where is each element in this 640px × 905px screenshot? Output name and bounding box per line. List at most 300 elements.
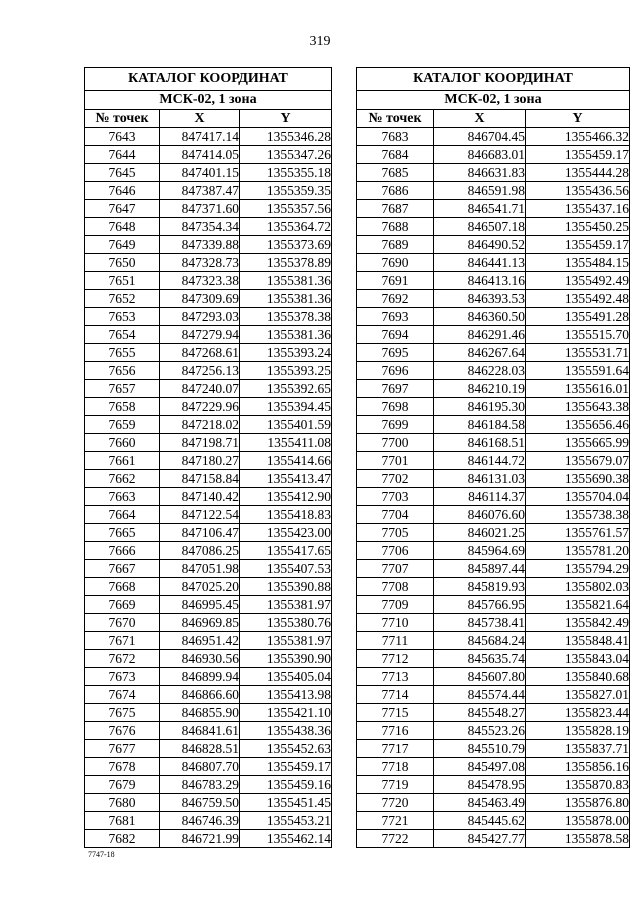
table-row <box>357 362 630 380</box>
y-coordinate-cell: 1355878.58 <box>526 830 630 848</box>
x-coordinate-cell: 847218.02 <box>160 416 240 434</box>
point-number-cell: 7685 <box>357 164 434 182</box>
table-row <box>357 380 630 398</box>
table-row <box>85 182 332 200</box>
point-number-cell: 7667 <box>85 560 160 578</box>
y-coordinate-cell: 1355870.83 <box>526 776 630 794</box>
point-number-cell: 7722 <box>357 830 434 848</box>
point-number-cell: 7692 <box>357 290 434 308</box>
y-coordinate-cell: 1355437.16 <box>526 200 630 218</box>
point-number-cell: 7693 <box>357 308 434 326</box>
point-number-cell: 7706 <box>357 542 434 560</box>
y-coordinate-cell: 1355843.04 <box>526 650 630 668</box>
y-coordinate-cell: 1355412.90 <box>240 488 332 506</box>
table-row <box>357 164 630 182</box>
y-coordinate-cell: 1355436.56 <box>526 182 630 200</box>
point-number-cell: 7682 <box>85 830 160 848</box>
x-coordinate-cell: 847414.05 <box>160 146 240 164</box>
x-coordinate-cell: 846131.03 <box>434 470 526 488</box>
table-row <box>85 668 332 686</box>
table-row <box>357 578 630 596</box>
y-coordinate-cell: 1355418.83 <box>240 506 332 524</box>
table-row <box>85 830 332 848</box>
point-number-cell: 7671 <box>85 632 160 650</box>
y-coordinate-cell: 1355411.08 <box>240 434 332 452</box>
x-coordinate-cell: 847401.15 <box>160 164 240 182</box>
point-number-cell: 7688 <box>357 218 434 236</box>
y-coordinate-cell: 1355405.04 <box>240 668 332 686</box>
y-coordinate-cell: 1355690.38 <box>526 470 630 488</box>
y-coordinate-cell: 1355823.44 <box>526 704 630 722</box>
table-row <box>357 416 630 434</box>
y-coordinate-cell: 1355393.25 <box>240 362 332 380</box>
point-number-cell: 7662 <box>85 470 160 488</box>
x-coordinate-cell: 847354.34 <box>160 218 240 236</box>
y-coordinate-cell: 1355364.72 <box>240 218 332 236</box>
table-row <box>85 326 332 344</box>
x-coordinate-cell: 847229.96 <box>160 398 240 416</box>
point-number-cell: 7677 <box>85 740 160 758</box>
x-coordinate-cell: 847240.07 <box>160 380 240 398</box>
y-coordinate-cell: 1355459.17 <box>240 758 332 776</box>
point-number-cell: 7721 <box>357 812 434 830</box>
point-number-cell: 7672 <box>85 650 160 668</box>
point-number-cell: 7684 <box>357 146 434 164</box>
y-coordinate-cell: 1355531.71 <box>526 344 630 362</box>
y-coordinate-cell: 1355381.97 <box>240 632 332 650</box>
point-number-cell: 7648 <box>85 218 160 236</box>
y-coordinate-cell: 1355417.65 <box>240 542 332 560</box>
x-coordinate-cell: 847086.25 <box>160 542 240 560</box>
x-coordinate-cell: 846184.58 <box>434 416 526 434</box>
x-coordinate-cell: 846951.42 <box>160 632 240 650</box>
table-row <box>357 524 630 542</box>
point-number-cell: 7666 <box>85 542 160 560</box>
x-coordinate-cell: 846393.53 <box>434 290 526 308</box>
x-coordinate-cell: 846195.30 <box>434 398 526 416</box>
x-coordinate-cell: 846783.29 <box>160 776 240 794</box>
table-row <box>357 146 630 164</box>
point-number-cell: 7697 <box>357 380 434 398</box>
table-row <box>357 758 630 776</box>
y-coordinate-cell: 1355392.65 <box>240 380 332 398</box>
x-coordinate-cell: 846828.51 <box>160 740 240 758</box>
table-row <box>357 560 630 578</box>
x-coordinate-cell: 845897.44 <box>434 560 526 578</box>
x-coordinate-cell: 845684.24 <box>434 632 526 650</box>
y-coordinate-cell: 1355492.49 <box>526 272 630 290</box>
y-coordinate-cell: 1355679.07 <box>526 452 630 470</box>
catalog-body-right <box>357 128 630 848</box>
column-header-point: № точек <box>85 110 160 128</box>
x-coordinate-cell: 846114.37 <box>434 488 526 506</box>
x-coordinate-cell: 847140.42 <box>160 488 240 506</box>
table-row <box>85 290 332 308</box>
point-number-cell: 7668 <box>85 578 160 596</box>
coordinate-catalog-left <box>84 67 332 848</box>
y-coordinate-cell: 1355459.16 <box>240 776 332 794</box>
x-coordinate-cell: 847309.69 <box>160 290 240 308</box>
point-number-cell: 7702 <box>357 470 434 488</box>
y-coordinate-cell: 1355515.70 <box>526 326 630 344</box>
point-number-cell: 7649 <box>85 236 160 254</box>
table-row <box>85 344 332 362</box>
y-coordinate-cell: 1355438.36 <box>240 722 332 740</box>
x-coordinate-cell: 845574.44 <box>434 686 526 704</box>
table-row <box>85 704 332 722</box>
x-coordinate-cell: 847293.03 <box>160 308 240 326</box>
table-row <box>85 740 332 758</box>
point-number-cell: 7698 <box>357 398 434 416</box>
page-number: 319 <box>309 34 331 49</box>
table-row <box>357 398 630 416</box>
table-row <box>357 704 630 722</box>
point-number-cell: 7710 <box>357 614 434 632</box>
y-coordinate-cell: 1355414.66 <box>240 452 332 470</box>
y-coordinate-cell: 1355616.01 <box>526 380 630 398</box>
table-row <box>85 128 332 146</box>
y-coordinate-cell: 1355444.28 <box>526 164 630 182</box>
column-header-x: X <box>160 110 240 128</box>
table-row <box>357 596 630 614</box>
point-number-cell: 7708 <box>357 578 434 596</box>
x-coordinate-cell: 846441.13 <box>434 254 526 272</box>
table-row <box>85 362 332 380</box>
x-coordinate-cell: 846210.19 <box>434 380 526 398</box>
point-number-cell: 7680 <box>85 794 160 812</box>
point-number-cell: 7716 <box>357 722 434 740</box>
point-number-cell: 7683 <box>357 128 434 146</box>
y-coordinate-cell: 1355643.38 <box>526 398 630 416</box>
point-number-cell: 7704 <box>357 506 434 524</box>
point-number-cell: 7713 <box>357 668 434 686</box>
y-coordinate-cell: 1355656.46 <box>526 416 630 434</box>
x-coordinate-cell: 846855.90 <box>160 704 240 722</box>
point-number-cell: 7689 <box>357 236 434 254</box>
table-row <box>357 326 630 344</box>
y-coordinate-cell: 1355842.49 <box>526 614 630 632</box>
y-coordinate-cell: 1355827.01 <box>526 686 630 704</box>
x-coordinate-cell: 846721.99 <box>160 830 240 848</box>
y-coordinate-cell: 1355423.00 <box>240 524 332 542</box>
x-coordinate-cell: 846021.25 <box>434 524 526 542</box>
x-coordinate-cell: 846360.50 <box>434 308 526 326</box>
point-number-cell: 7686 <box>357 182 434 200</box>
x-coordinate-cell: 847279.94 <box>160 326 240 344</box>
y-coordinate-cell: 1355452.63 <box>240 740 332 758</box>
x-coordinate-cell: 845445.62 <box>434 812 526 830</box>
point-number-cell: 7690 <box>357 254 434 272</box>
x-coordinate-cell: 847158.84 <box>160 470 240 488</box>
table-row <box>357 686 630 704</box>
point-number-cell: 7646 <box>85 182 160 200</box>
point-number-cell: 7665 <box>85 524 160 542</box>
x-coordinate-cell: 845819.93 <box>434 578 526 596</box>
x-coordinate-cell: 846541.71 <box>434 200 526 218</box>
table-row <box>85 164 332 182</box>
table-row <box>357 632 630 650</box>
x-coordinate-cell: 846267.64 <box>434 344 526 362</box>
x-coordinate-cell: 847323.38 <box>160 272 240 290</box>
table-row <box>85 596 332 614</box>
table-row <box>357 452 630 470</box>
x-coordinate-cell: 845738.41 <box>434 614 526 632</box>
x-coordinate-cell: 846841.61 <box>160 722 240 740</box>
x-coordinate-cell: 845463.49 <box>434 794 526 812</box>
point-number-cell: 7687 <box>357 200 434 218</box>
point-number-cell: 7655 <box>85 344 160 362</box>
y-coordinate-cell: 1355591.64 <box>526 362 630 380</box>
column-header-x: X <box>434 110 526 128</box>
x-coordinate-cell: 846413.16 <box>434 272 526 290</box>
point-number-cell: 7669 <box>85 596 160 614</box>
table-row <box>357 254 630 272</box>
table-row <box>357 344 630 362</box>
x-coordinate-cell: 847371.60 <box>160 200 240 218</box>
y-coordinate-cell: 1355704.04 <box>526 488 630 506</box>
point-number-cell: 7719 <box>357 776 434 794</box>
x-coordinate-cell: 846168.51 <box>434 434 526 452</box>
y-coordinate-cell: 1355381.97 <box>240 596 332 614</box>
point-number-cell: 7651 <box>85 272 160 290</box>
x-coordinate-cell: 846228.03 <box>434 362 526 380</box>
point-number-cell: 7661 <box>85 452 160 470</box>
point-number-cell: 7718 <box>357 758 434 776</box>
table-row <box>85 398 332 416</box>
point-number-cell: 7654 <box>85 326 160 344</box>
y-coordinate-cell: 1355357.56 <box>240 200 332 218</box>
y-coordinate-cell: 1355848.41 <box>526 632 630 650</box>
y-coordinate-cell: 1355450.25 <box>526 218 630 236</box>
point-number-cell: 7715 <box>357 704 434 722</box>
y-coordinate-cell: 1355738.38 <box>526 506 630 524</box>
table-row <box>85 146 332 164</box>
point-number-cell: 7705 <box>357 524 434 542</box>
table-row <box>357 308 630 326</box>
table-row <box>357 722 630 740</box>
y-coordinate-cell: 1355346.28 <box>240 128 332 146</box>
x-coordinate-cell: 846704.45 <box>434 128 526 146</box>
y-coordinate-cell: 1355413.98 <box>240 686 332 704</box>
x-coordinate-cell: 847339.88 <box>160 236 240 254</box>
x-coordinate-cell: 847387.47 <box>160 182 240 200</box>
point-number-cell: 7714 <box>357 686 434 704</box>
document-code: 7747-18 <box>88 850 115 859</box>
x-coordinate-cell: 846807.70 <box>160 758 240 776</box>
y-coordinate-cell: 1355401.59 <box>240 416 332 434</box>
table-row <box>85 578 332 596</box>
x-coordinate-cell: 845548.27 <box>434 704 526 722</box>
y-coordinate-cell: 1355381.36 <box>240 272 332 290</box>
x-coordinate-cell: 846899.94 <box>160 668 240 686</box>
table-row <box>85 614 332 632</box>
y-coordinate-cell: 1355665.99 <box>526 434 630 452</box>
x-coordinate-cell: 847025.20 <box>160 578 240 596</box>
point-number-cell: 7681 <box>85 812 160 830</box>
x-coordinate-cell: 846746.39 <box>160 812 240 830</box>
y-coordinate-cell: 1355459.17 <box>526 236 630 254</box>
x-coordinate-cell: 846995.45 <box>160 596 240 614</box>
column-header-y: Y <box>240 110 332 128</box>
table-row <box>85 686 332 704</box>
point-number-cell: 7656 <box>85 362 160 380</box>
table-row <box>357 650 630 668</box>
x-coordinate-cell: 846759.50 <box>160 794 240 812</box>
x-coordinate-cell: 845523.26 <box>434 722 526 740</box>
x-coordinate-cell: 845635.74 <box>434 650 526 668</box>
catalog-subtitle: МСК-02, 1 зона <box>357 91 630 110</box>
x-coordinate-cell: 846291.46 <box>434 326 526 344</box>
y-coordinate-cell: 1355781.20 <box>526 542 630 560</box>
table-row <box>357 218 630 236</box>
table-row <box>85 488 332 506</box>
table-row <box>357 668 630 686</box>
table-row <box>85 254 332 272</box>
table-row <box>357 542 630 560</box>
table-row <box>85 542 332 560</box>
point-number-cell: 7644 <box>85 146 160 164</box>
y-coordinate-cell: 1355837.71 <box>526 740 630 758</box>
y-coordinate-cell: 1355459.17 <box>526 146 630 164</box>
y-coordinate-cell: 1355484.15 <box>526 254 630 272</box>
y-coordinate-cell: 1355381.36 <box>240 326 332 344</box>
y-coordinate-cell: 1355802.03 <box>526 578 630 596</box>
x-coordinate-cell: 847328.73 <box>160 254 240 272</box>
y-coordinate-cell: 1355421.10 <box>240 704 332 722</box>
table-row <box>357 434 630 452</box>
y-coordinate-cell: 1355453.21 <box>240 812 332 830</box>
x-coordinate-cell: 845964.69 <box>434 542 526 560</box>
table-row <box>357 272 630 290</box>
point-number-cell: 7660 <box>85 434 160 452</box>
table-row <box>85 758 332 776</box>
point-number-cell: 7653 <box>85 308 160 326</box>
point-number-cell: 7657 <box>85 380 160 398</box>
x-coordinate-cell: 847256.13 <box>160 362 240 380</box>
x-coordinate-cell: 847417.14 <box>160 128 240 146</box>
table-row <box>357 740 630 758</box>
table-row <box>85 722 332 740</box>
x-coordinate-cell: 846683.01 <box>434 146 526 164</box>
x-coordinate-cell: 847122.54 <box>160 506 240 524</box>
table-row <box>85 812 332 830</box>
x-coordinate-cell: 846866.60 <box>160 686 240 704</box>
y-coordinate-cell: 1355355.18 <box>240 164 332 182</box>
table-row <box>357 488 630 506</box>
y-coordinate-cell: 1355491.28 <box>526 308 630 326</box>
table-row <box>85 380 332 398</box>
table-row <box>357 128 630 146</box>
y-coordinate-cell: 1355492.48 <box>526 290 630 308</box>
table-row <box>85 416 332 434</box>
y-coordinate-cell: 1355876.80 <box>526 794 630 812</box>
y-coordinate-cell: 1355466.32 <box>526 128 630 146</box>
y-coordinate-cell: 1355451.45 <box>240 794 332 812</box>
table-row <box>85 524 332 542</box>
point-number-cell: 7712 <box>357 650 434 668</box>
catalog-title: КАТАЛОГ КООРДИНАТ <box>357 68 630 91</box>
point-number-cell: 7711 <box>357 632 434 650</box>
x-coordinate-cell: 845497.08 <box>434 758 526 776</box>
y-coordinate-cell: 1355394.45 <box>240 398 332 416</box>
y-coordinate-cell: 1355390.90 <box>240 650 332 668</box>
y-coordinate-cell: 1355390.88 <box>240 578 332 596</box>
point-number-cell: 7673 <box>85 668 160 686</box>
point-number-cell: 7678 <box>85 758 160 776</box>
x-coordinate-cell: 846631.83 <box>434 164 526 182</box>
y-coordinate-cell: 1355380.76 <box>240 614 332 632</box>
point-number-cell: 7720 <box>357 794 434 812</box>
y-coordinate-cell: 1355407.53 <box>240 560 332 578</box>
table-row <box>357 776 630 794</box>
y-coordinate-cell: 1355821.64 <box>526 596 630 614</box>
x-coordinate-cell: 847198.71 <box>160 434 240 452</box>
table-row <box>357 290 630 308</box>
table-row <box>85 560 332 578</box>
table-row <box>85 272 332 290</box>
y-coordinate-cell: 1355462.14 <box>240 830 332 848</box>
table-row <box>85 452 332 470</box>
point-number-cell: 7658 <box>85 398 160 416</box>
table-row <box>85 308 332 326</box>
catalog-title: КАТАЛОГ КООРДИНАТ <box>85 68 332 91</box>
point-number-cell: 7707 <box>357 560 434 578</box>
point-number-cell: 7659 <box>85 416 160 434</box>
table-row <box>85 236 332 254</box>
table-row <box>357 236 630 254</box>
table-row <box>85 218 332 236</box>
table-row <box>357 830 630 848</box>
y-coordinate-cell: 1355840.68 <box>526 668 630 686</box>
coordinate-catalog-right <box>356 67 630 848</box>
table-row <box>85 506 332 524</box>
point-number-cell: 7647 <box>85 200 160 218</box>
column-header-y: Y <box>526 110 630 128</box>
catalog-body-left <box>85 128 332 848</box>
point-number-cell: 7699 <box>357 416 434 434</box>
x-coordinate-cell: 845478.95 <box>434 776 526 794</box>
point-number-cell: 7691 <box>357 272 434 290</box>
catalog-subtitle: МСК-02, 1 зона <box>85 91 332 110</box>
table-row <box>85 200 332 218</box>
point-number-cell: 7664 <box>85 506 160 524</box>
point-number-cell: 7694 <box>357 326 434 344</box>
point-number-cell: 7700 <box>357 434 434 452</box>
point-number-cell: 7650 <box>85 254 160 272</box>
y-coordinate-cell: 1355878.00 <box>526 812 630 830</box>
x-coordinate-cell: 846591.98 <box>434 182 526 200</box>
x-coordinate-cell: 847051.98 <box>160 560 240 578</box>
x-coordinate-cell: 846490.52 <box>434 236 526 254</box>
x-coordinate-cell: 845427.77 <box>434 830 526 848</box>
point-number-cell: 7663 <box>85 488 160 506</box>
table-row <box>85 794 332 812</box>
x-coordinate-cell: 846507.18 <box>434 218 526 236</box>
x-coordinate-cell: 846969.85 <box>160 614 240 632</box>
x-coordinate-cell: 845766.95 <box>434 596 526 614</box>
table-row <box>85 434 332 452</box>
point-number-cell: 7701 <box>357 452 434 470</box>
point-number-cell: 7703 <box>357 488 434 506</box>
y-coordinate-cell: 1355373.69 <box>240 236 332 254</box>
x-coordinate-cell: 845510.79 <box>434 740 526 758</box>
table-row <box>85 470 332 488</box>
table-row <box>85 776 332 794</box>
table-row <box>357 506 630 524</box>
x-coordinate-cell: 847268.61 <box>160 344 240 362</box>
point-number-cell: 7676 <box>85 722 160 740</box>
point-number-cell: 7643 <box>85 128 160 146</box>
